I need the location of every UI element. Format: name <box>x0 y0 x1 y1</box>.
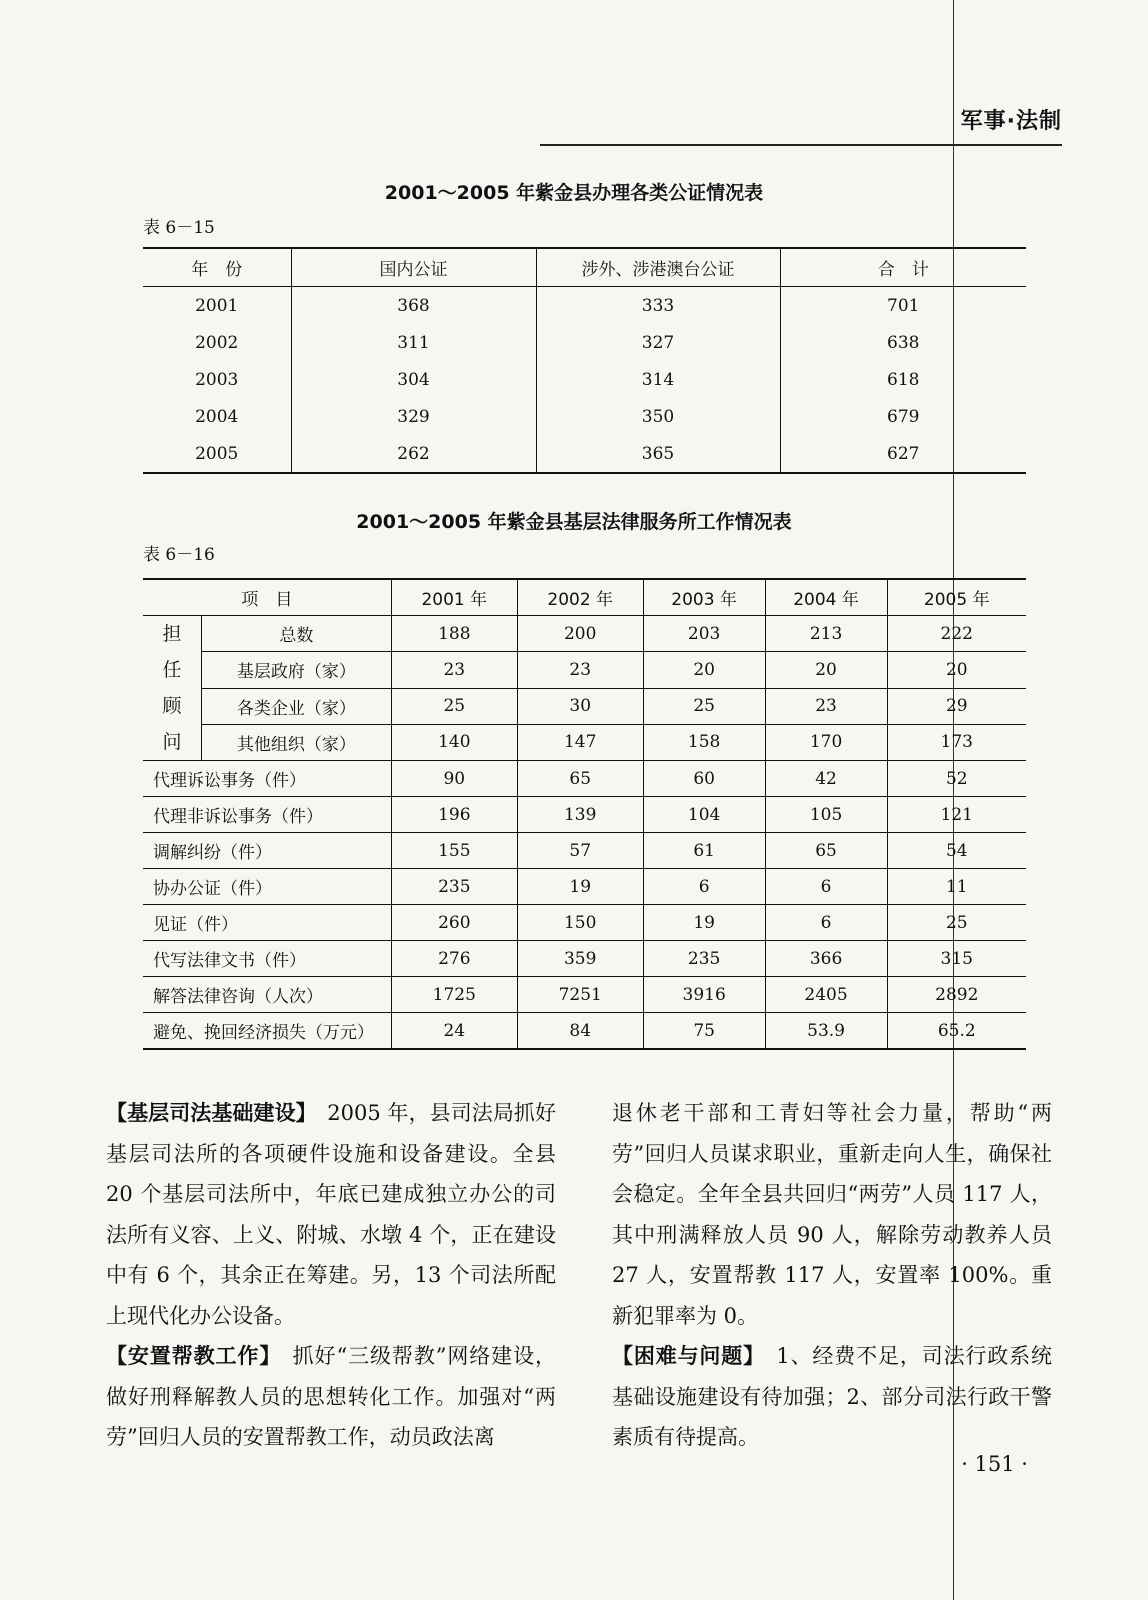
table-cell: 2005 <box>195 443 239 464</box>
table-cell: 23 <box>391 652 517 688</box>
table-row <box>143 941 1026 977</box>
table-cell: 11 <box>887 869 1026 905</box>
table-cell: 2405 <box>765 977 887 1013</box>
row-label: 总数 <box>201 616 391 652</box>
table-cell: 276 <box>391 941 517 977</box>
table-row <box>143 324 1026 361</box>
table-cell: 327 <box>536 324 780 361</box>
group-label-advisor <box>143 616 201 761</box>
table-cell: 638 <box>780 324 1026 361</box>
table-row <box>143 361 1026 398</box>
table1-header-row <box>143 248 1026 287</box>
table-cell: 65 <box>517 761 643 797</box>
table2-col-2002: 2002 年 <box>517 579 643 616</box>
table2-title: 2001～2005 年紫金县基层法律服务所工作情况表 <box>356 511 792 533</box>
table-cell: 140 <box>391 724 517 760</box>
table-cell: 235 <box>643 941 765 977</box>
table-cell: 2003 <box>195 369 239 390</box>
header-rule <box>540 144 1062 146</box>
table-cell: 235 <box>391 869 517 905</box>
table-cell: 7251 <box>517 977 643 1013</box>
table-cell: 20 <box>887 652 1026 688</box>
table-cell: 121 <box>887 797 1026 833</box>
table-cell: 52 <box>887 761 1026 797</box>
table-cell: 23 <box>765 688 887 724</box>
table-cell: 173 <box>887 724 1026 760</box>
table-cell: 3916 <box>643 977 765 1013</box>
table-row <box>143 761 1026 797</box>
page-number: · 151 · <box>961 1452 1028 1476</box>
body-resettlement: 抓好“三级帮教”网络建设，做好刑释解教人员的思想转化工作。加强对“两劳”回归人员的安置帮教工作，动员政法离 <box>106 1344 556 1449</box>
table-cell: 30 <box>517 688 643 724</box>
row-label: 协办公证（件） <box>143 869 391 905</box>
table-cell: 188 <box>391 616 517 652</box>
table-cell: 314 <box>536 361 780 398</box>
table-cell: 304 <box>291 361 536 398</box>
table1-col-foreign: 涉外、涉港澳台公证 <box>536 248 780 287</box>
table-cell: 42 <box>765 761 887 797</box>
group-label-char: 顾 <box>162 695 182 717</box>
table-row <box>143 977 1026 1013</box>
paragraph-resettlement-continued: 退休老干部和工青妇等社会力量，帮助“两劳”回归人员谋求职业，重新走向人生，确保社会稳定。全年全县共回归“两劳”人员 117 人，其中刑满释放人员 90 人，解除劳动教养人员 27 人，安置帮教 117 人，安置率 100%。重新犯罪率为 0。 <box>612 1101 1052 1328</box>
table-cell: 158 <box>643 724 765 760</box>
table-cell: 20 <box>643 652 765 688</box>
table-cell: 1725 <box>391 977 517 1013</box>
table-cell: 90 <box>391 761 517 797</box>
table-cell: 54 <box>887 833 1026 869</box>
table-cell: 196 <box>391 797 517 833</box>
table-cell: 311 <box>291 324 536 361</box>
table-cell: 84 <box>517 1013 643 1050</box>
table-cell: 213 <box>765 616 887 652</box>
table-cell: 61 <box>643 833 765 869</box>
group-label-char: 任 <box>162 659 182 681</box>
table-cell: 60 <box>643 761 765 797</box>
table-row <box>143 688 1026 724</box>
table-cell: 147 <box>517 724 643 760</box>
row-label: 代写法律文书（件） <box>143 941 391 977</box>
table-row <box>143 905 1026 941</box>
table2-col-2004: 2004 年 <box>765 579 887 616</box>
row-label: 代理诉讼事务（件） <box>143 761 391 797</box>
heading-difficulties: 【困难与问题】 <box>612 1344 755 1368</box>
table-cell: 170 <box>765 724 887 760</box>
table-row <box>143 616 1026 652</box>
group-label-char: 担 <box>162 623 182 645</box>
row-label: 避免、挽回经济损失（万元） <box>143 1013 391 1050</box>
table-cell: 2004 <box>195 406 239 427</box>
table-cell: 2002 <box>195 332 239 353</box>
table-cell: 104 <box>643 797 765 833</box>
table-row <box>143 652 1026 688</box>
paragraph-resettlement <box>106 1336 556 1458</box>
paragraph-judicial-infrastructure <box>106 1093 556 1336</box>
table-cell: 359 <box>517 941 643 977</box>
table-cell: 75 <box>643 1013 765 1050</box>
row-label: 代理非诉讼事务（件） <box>143 797 391 833</box>
text-column-left <box>106 1093 556 1458</box>
table2-body <box>143 616 1026 1050</box>
table-cell: 315 <box>887 941 1026 977</box>
table-cell: 203 <box>643 616 765 652</box>
table-cell: 57 <box>517 833 643 869</box>
table-cell: 25 <box>887 905 1026 941</box>
heading-resettlement: 【安置帮教工作】 <box>106 1344 271 1368</box>
table-row <box>143 1013 1026 1050</box>
table-cell: 20 <box>765 652 887 688</box>
table1-number: 表 6－15 <box>143 218 215 238</box>
table-cell: 65.2 <box>887 1013 1026 1050</box>
table-cell: 6 <box>765 869 887 905</box>
table-cell: 368 <box>291 287 536 325</box>
table-cell: 155 <box>391 833 517 869</box>
row-label: 调解纠纷（件） <box>143 833 391 869</box>
table-cell: 350 <box>536 398 780 435</box>
table-cell: 618 <box>780 361 1026 398</box>
heading-judicial-infrastructure: 【基层司法基础建设】 <box>106 1101 307 1125</box>
table-cell: 19 <box>643 905 765 941</box>
table-notary <box>143 247 1026 474</box>
body-judicial-infrastructure: 2005 年，县司法局抓好基层司法所的各项硬件设施和设备建设。全县 20 个基层司法所中，年底已建成独立办公的司法所有义容、上义、附城、水墩 4 个，正在建设中有 6 个，其余正在筹建。另，13 个司法所配上现代化办公设备。 <box>106 1101 557 1328</box>
table-row <box>143 435 1026 473</box>
table-cell: 53.9 <box>765 1013 887 1050</box>
table-cell: 365 <box>536 435 780 473</box>
table-cell: 329 <box>291 398 536 435</box>
table1-col-year: 年 份 <box>143 248 291 287</box>
text-column-right <box>612 1093 1052 1458</box>
table-row <box>143 797 1026 833</box>
table-cell: 366 <box>765 941 887 977</box>
table-cell: 333 <box>536 287 780 325</box>
table-legal-services <box>143 578 1026 1050</box>
table-cell: 19 <box>517 869 643 905</box>
table-cell: 200 <box>517 616 643 652</box>
table-cell: 139 <box>517 797 643 833</box>
table-cell: 679 <box>780 398 1026 435</box>
table2-col-2003: 2003 年 <box>643 579 765 616</box>
row-label: 各类企业（家） <box>201 688 391 724</box>
table1-title: 2001～2005 年紫金县办理各类公证情况表 <box>384 182 764 204</box>
group-label-char: 问 <box>162 731 182 753</box>
table2-col-2001: 2001 年 <box>391 579 517 616</box>
table-row <box>143 398 1026 435</box>
table2-header-row <box>143 579 1026 616</box>
table1-body <box>143 287 1026 474</box>
table2-number: 表 6－16 <box>143 545 215 565</box>
row-label: 其他组织（家） <box>201 724 391 760</box>
table-cell: 65 <box>765 833 887 869</box>
table-row <box>143 869 1026 905</box>
table-cell: 24 <box>391 1013 517 1050</box>
row-label: 见证（件） <box>143 905 391 941</box>
table-cell: 701 <box>780 287 1026 325</box>
table-cell: 260 <box>391 905 517 941</box>
body-difficulties: 1、经费不足，司法行政系统基础设施建设有待加强；2、部分司法行政干警素质有待提高。 <box>612 1344 1052 1449</box>
table-cell: 2001 <box>195 295 239 316</box>
table-cell: 627 <box>780 435 1026 473</box>
table-cell: 262 <box>291 435 536 473</box>
table-row <box>143 287 1026 325</box>
table-cell: 222 <box>887 616 1026 652</box>
table-cell: 29 <box>887 688 1026 724</box>
table-cell: 105 <box>765 797 887 833</box>
table-cell: 2892 <box>887 977 1026 1013</box>
table2-col-2005: 2005 年 <box>887 579 1026 616</box>
paragraph-difficulties <box>612 1336 1052 1458</box>
row-label: 基层政府（家） <box>201 652 391 688</box>
table-row <box>143 833 1026 869</box>
table1-col-domestic: 国内公证 <box>291 248 536 287</box>
section-header: 军事·法制 <box>960 109 1062 134</box>
table-cell: 6 <box>643 869 765 905</box>
table-cell: 25 <box>643 688 765 724</box>
table-cell: 23 <box>517 652 643 688</box>
table-cell: 6 <box>765 905 887 941</box>
table-cell: 25 <box>391 688 517 724</box>
row-label: 解答法律咨询（人次） <box>143 977 391 1013</box>
table1-col-total: 合 计 <box>780 248 1026 287</box>
table-row <box>143 724 1026 760</box>
table-cell: 150 <box>517 905 643 941</box>
table2-col-item: 项 目 <box>143 579 391 616</box>
